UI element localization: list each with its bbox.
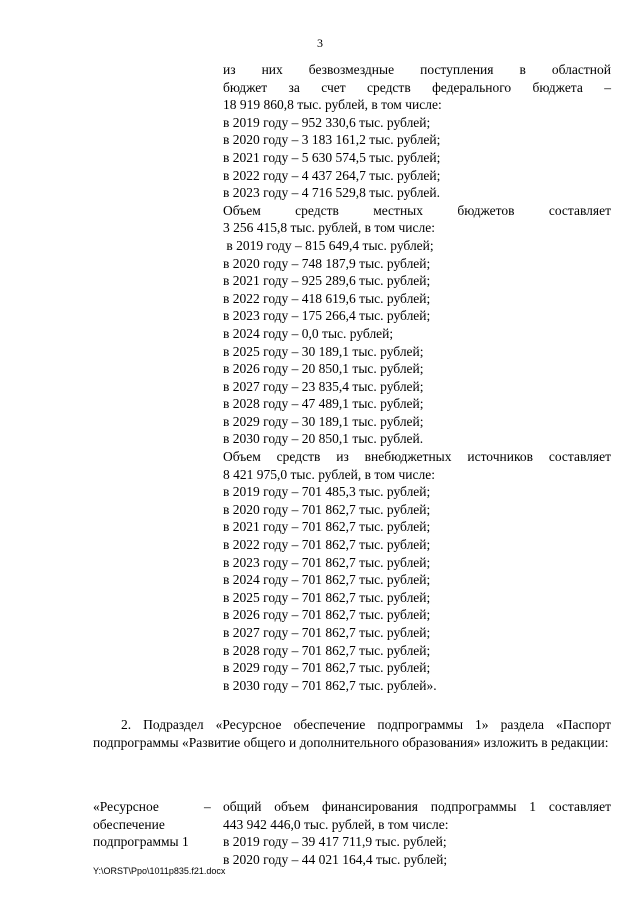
paragraph-2-text: 2. Подраздел «Ресурсное обеспечение подпрограммы 1» раздела «Паспорт подпрограммы «Развитие общего и дополнительного образования» изложить в редакции: (93, 717, 611, 750)
text-line: в 2019 году – 701 485,3 тыс. рублей; (223, 484, 431, 500)
text-line: в 2021 году – 701 862,7 тыс. рублей; (223, 519, 431, 535)
text-line: в 2030 году – 701 862,7 тыс. рублей». (223, 677, 437, 693)
text-line: в 2023 году – 4 716 529,8 тыс. рублей. (223, 185, 441, 201)
text-line: в 2020 году – 748 187,9 тыс. рублей; (223, 255, 431, 271)
text-line: в 2023 году – 701 862,7 тыс. рублей; (223, 554, 431, 570)
text-line: 8 421 975,0 тыс. рублей, в том числе: (223, 466, 435, 482)
text-line: в 2026 году – 701 862,7 тыс. рублей; (223, 607, 431, 623)
text-line: в 2019 году – 952 330,6 тыс. рублей; (223, 114, 431, 130)
text-line: в 2019 году – 815 649,4 тыс. рублей; (223, 237, 434, 253)
resource-text (223, 798, 611, 868)
text-line: в 2025 году – 30 189,1 тыс. рублей; (223, 343, 424, 359)
text-line: в 2020 году – 3 183 161,2 тыс. рублей; (223, 132, 441, 148)
text-line: в 2028 году – 701 862,7 тыс. рублей; (223, 642, 431, 658)
text-line: в 2023 году – 175 266,4 тыс. рублей; (223, 308, 431, 324)
text-line: в 2021 году – 5 630 574,5 тыс. рублей; (223, 149, 441, 165)
text-line: в 2027 году – 23 835,4 тыс. рублей; (223, 378, 424, 394)
resource-label-line: «Ресурсное (93, 799, 159, 814)
text-line: в 2022 году – 418 619,6 тыс. рублей; (223, 290, 431, 306)
text-line: в 2025 году – 701 862,7 тыс. рублей; (223, 589, 431, 605)
text-line: в 2030 году – 20 850,1 тыс. рублей. (223, 431, 424, 447)
resource-line: общий объем финансирования подпрограммы 1 составляет (223, 799, 611, 814)
resource-dash: – (204, 799, 211, 814)
resource-label-line: обеспечение (93, 816, 165, 832)
text-line: в 2029 году – 30 189,1 тыс. рублей; (223, 413, 424, 429)
text-line: в 2021 году – 925 289,6 тыс. рублей; (223, 273, 431, 289)
page-number: 3 (317, 36, 323, 50)
resource-line: в 2019 году – 39 417 711,9 тыс. рублей; (223, 834, 447, 850)
text-line: в 2020 году – 701 862,7 тыс. рублей; (223, 501, 431, 517)
text-line: Объем средств из внебюджетных источников составляет (223, 449, 611, 465)
text-line: в 2022 году – 701 862,7 тыс. рублей; (223, 537, 431, 553)
text-line: в 2024 году – 701 862,7 тыс. рублей; (223, 572, 431, 588)
text-line: в 2029 году – 701 862,7 тыс. рублей; (223, 660, 431, 676)
text-line: из них безвозмездные поступления в областной (223, 62, 611, 77)
paragraph-2 (93, 716, 611, 751)
text-line: 18 919 860,8 тыс. рублей, в том числе: (223, 97, 442, 113)
text-line: в 2028 году – 47 489,1 тыс. рублей; (223, 396, 424, 412)
text-line: в 2022 году – 4 437 264,7 тыс. рублей; (223, 167, 441, 183)
text-line: Объем средств местных бюджетов составляет (223, 202, 611, 218)
file-path-footer: Y:\ORST\Ppo\1011p835.f21.docx (93, 866, 226, 876)
text-line: 3 256 415,8 тыс. рублей, в том числе: (223, 220, 435, 236)
text-line: в 2027 году – 701 862,7 тыс. рублей; (223, 625, 431, 640)
text-line: в 2024 году – 0,0 тыс. рублей; (223, 325, 394, 341)
text-line: бюджет за счет средств федерального бюджета – (223, 79, 611, 95)
funding-block (223, 61, 611, 694)
resource-line: в 2020 году – 44 021 164,4 тыс. рублей; (223, 851, 448, 867)
resource-label-line: подпрограммы 1 (93, 834, 189, 850)
resource-line: 443 942 446,0 тыс. рублей, в том числе: (223, 816, 449, 832)
text-line: в 2026 году – 20 850,1 тыс. рублей; (223, 361, 424, 377)
resource-label (93, 798, 203, 851)
